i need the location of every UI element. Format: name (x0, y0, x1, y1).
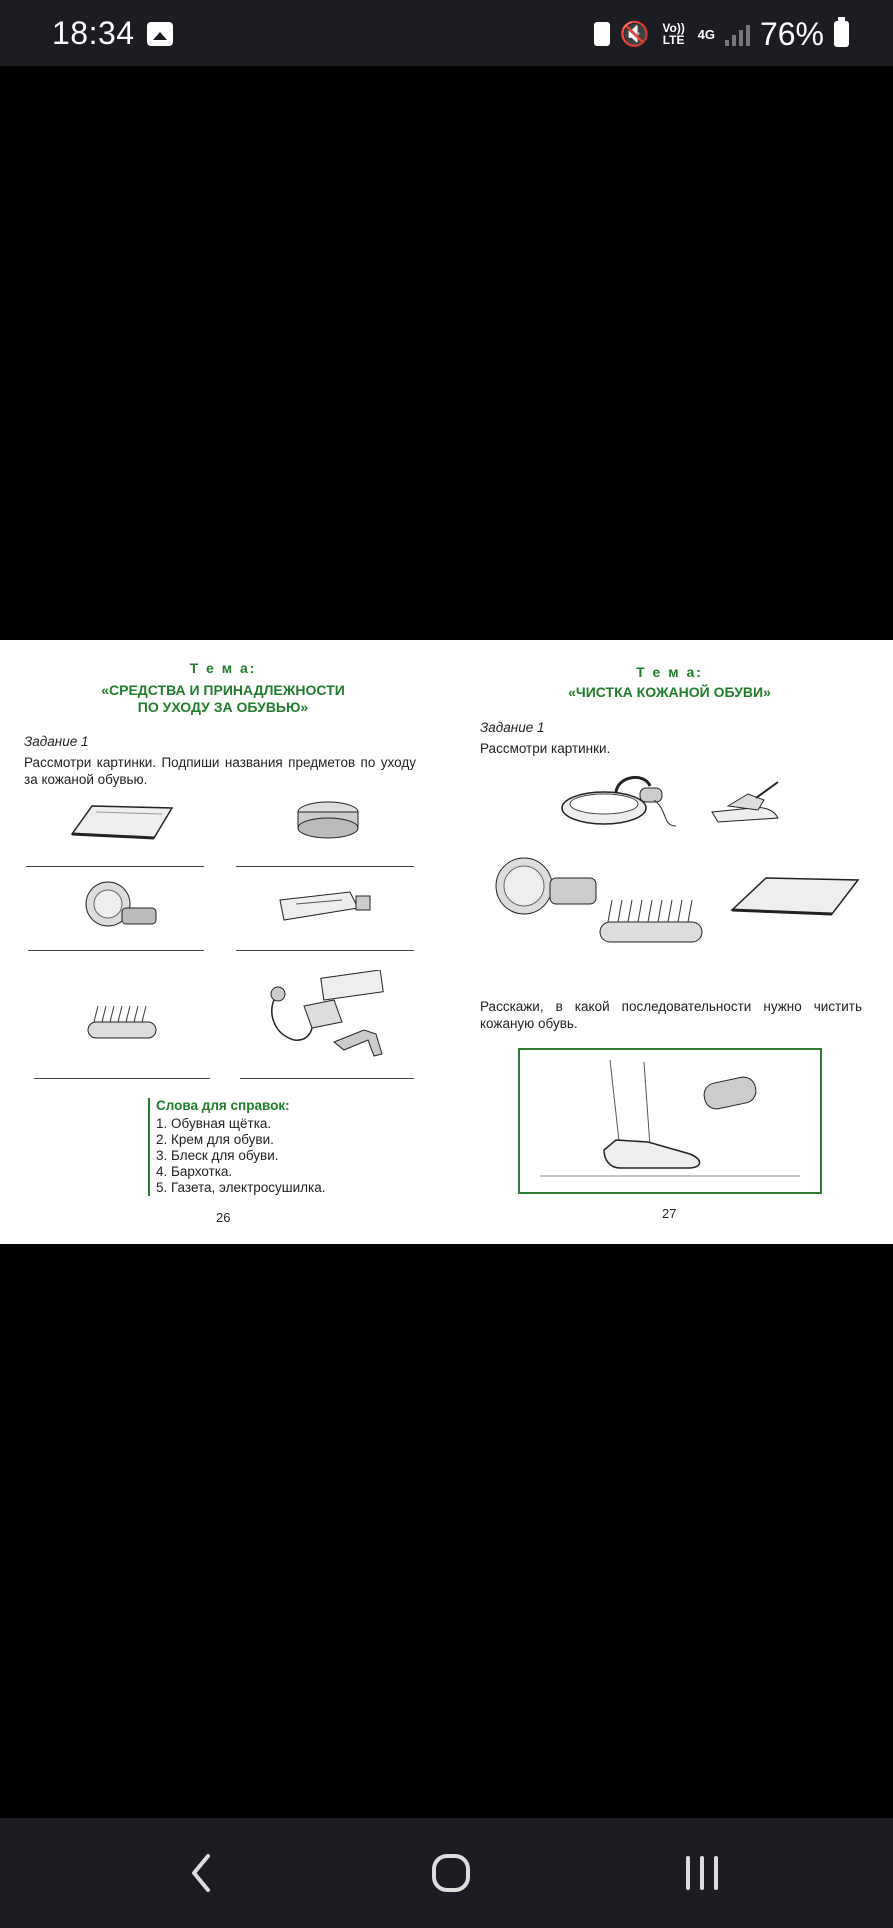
network-4g-icon: 4G (697, 26, 715, 42)
reference-item: 4. Бархотка. (156, 1164, 233, 1179)
polish-tin-open-illustration (82, 878, 162, 938)
task-text: Рассмотри картинки. (480, 741, 611, 756)
answer-line (26, 866, 204, 867)
page-number: 26 (216, 1210, 231, 1225)
answer-line (236, 950, 414, 951)
newspaper-and-dryer-illustration (264, 970, 394, 1058)
gallery-icon (147, 22, 173, 46)
reference-item: 2. Крем для обуви. (156, 1132, 274, 1147)
topic-label: Т е м а: (189, 660, 257, 676)
book-spread-image[interactable] (0, 640, 893, 1244)
reference-item: 1. Обувная щётка. (156, 1116, 272, 1131)
reference-item: 5. Газета, электросушилка. (156, 1180, 326, 1195)
answer-line (240, 1078, 414, 1079)
reference-title: Слова для справок: (156, 1098, 290, 1113)
dryer-and-basin-illustration (558, 770, 686, 832)
velvet-cloth-illustration (62, 798, 180, 844)
answer-line (34, 1078, 210, 1079)
answer-line (28, 950, 204, 951)
brushing-shoe-illustration (520, 1050, 820, 1192)
navigation-bar (0, 1818, 893, 1928)
question-text: Расскажи, в какой последовательности нужно чистить кожаную обувь. (480, 999, 862, 1031)
topic-title-line1: «СРЕДСТВА И ПРИНАДЛЕЖНОСТИ (101, 682, 345, 698)
home-button[interactable] (421, 1846, 481, 1900)
status-bar (0, 0, 893, 66)
answer-line (236, 866, 414, 867)
task-label: Задание 1 (480, 720, 545, 735)
clock: 18:34 (52, 15, 135, 51)
battery-percent: 76% (759, 15, 824, 52)
signal-icon (725, 22, 750, 46)
recent-apps-button[interactable] (672, 1846, 732, 1900)
left-page (0, 640, 446, 1244)
page-number: 27 (662, 1206, 677, 1221)
task-label: Задание 1 (24, 734, 89, 749)
shoe-gloss-tube-illustration (276, 886, 376, 926)
shoe-brush-illustration (84, 996, 160, 1046)
topic-title: «ЧИСТКА КОЖАНОЙ ОБУВИ» (568, 684, 771, 700)
topic-label: Т е м а: (636, 664, 703, 680)
right-page (446, 640, 893, 1244)
velvet-cloth-illustration (726, 872, 862, 918)
shoe-cream-tin-illustration (293, 798, 363, 844)
shoe-cleaning-picture-frame (518, 1048, 822, 1194)
status-icons (594, 14, 849, 54)
cleaning-hand-illustration (708, 776, 786, 828)
topic-title-line2: ПО УХОДУ ЗА ОБУВЬЮ» (137, 699, 309, 715)
reference-item: 3. Блеск для обуви. (156, 1148, 279, 1163)
task-text: Рассмотри картинки. Подпиши названия предметов по уходу за кожаной обувью. (24, 755, 416, 787)
battery-icon (834, 21, 849, 47)
reference-words-box (148, 1098, 326, 1196)
back-button[interactable] (172, 1846, 232, 1900)
battery-saver-icon (594, 22, 610, 46)
mute-icon: 🔇 (619, 20, 650, 48)
polish-tins-illustration (492, 856, 602, 922)
shoe-brush-illustration (594, 892, 708, 950)
volte-icon: Vo)) LTE (662, 21, 685, 47)
